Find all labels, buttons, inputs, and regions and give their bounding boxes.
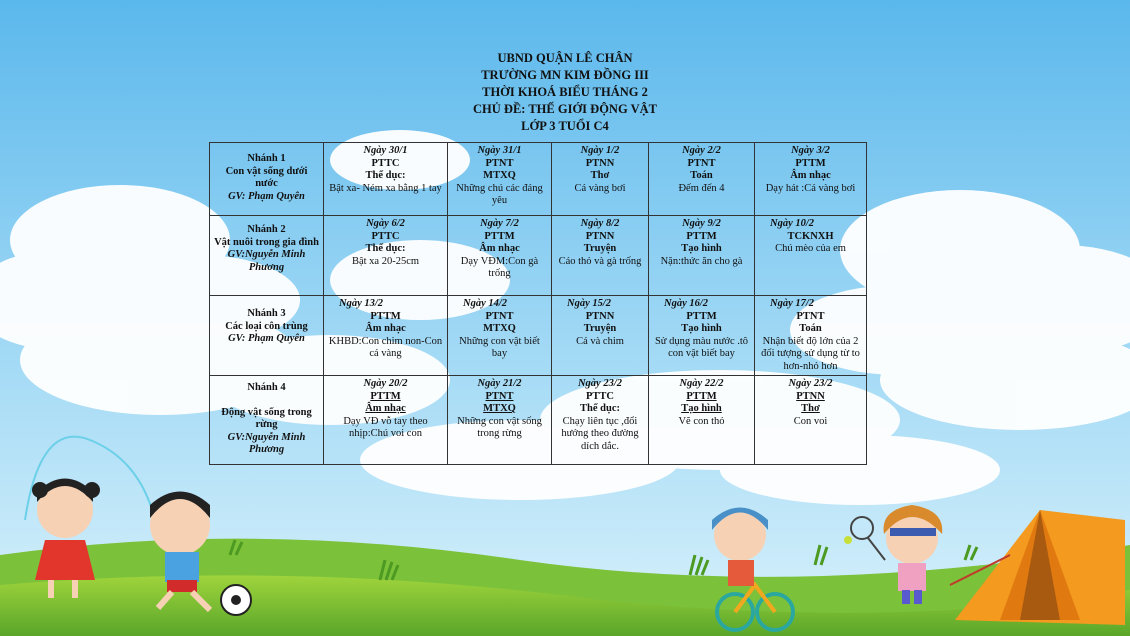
lesson-date: Ngày 6/2 [366, 218, 405, 229]
school-name: TRƯỜNG MN KIM ĐỒNG III [481, 68, 649, 82]
lesson-subject: Toán [690, 170, 713, 181]
lesson-date: Ngày 17/2 [770, 298, 815, 309]
development-area: PTTM [370, 390, 401, 402]
development-area: PTTM [686, 230, 717, 242]
lesson-subject: Âm nhạc [479, 243, 520, 254]
lesson-date: Ngày 3/2 [791, 145, 830, 156]
lesson-subject: Tạo hình [681, 323, 722, 334]
development-area: PTTM [795, 157, 826, 169]
lesson-subject: Thể dục: [365, 243, 406, 254]
document-header [0, 50, 1130, 135]
branch-name: Nhánh 2 [247, 224, 286, 235]
schedule-cell [552, 376, 649, 465]
lesson-subject: Thơ [590, 170, 610, 181]
branch-name: Nhánh 4 [247, 382, 286, 393]
lesson-date: Ngày 1/2 [580, 145, 620, 156]
lesson-date: Ngày 7/2 [480, 218, 519, 229]
lesson-date: Ngày 13/2 [339, 298, 384, 309]
schedule-cell [649, 216, 755, 296]
table-row [210, 216, 867, 296]
lesson-subject: Thể dục: [365, 170, 406, 181]
lesson-subject: Âm nhạc [365, 323, 406, 334]
lesson-date: Ngày 15/2 [567, 298, 612, 309]
teacher-name: GV:Nguyễn Minh Phương [227, 249, 306, 273]
lesson-activity: Bật xa 20-25cm [351, 255, 420, 267]
schedule-cell [649, 143, 755, 216]
development-area: PTNT [687, 157, 716, 169]
lesson-subject: Thể dục: [580, 403, 620, 414]
branch-cell [210, 143, 324, 216]
schedule-cell [552, 296, 649, 376]
lesson-subject: Thơ [801, 403, 820, 414]
lesson-activity: Vẽ con thỏ [678, 415, 725, 427]
schedule-table [209, 142, 867, 465]
schedule-cell [552, 143, 649, 216]
development-area: PTNN [585, 310, 615, 322]
development-area: PTTC [585, 390, 614, 402]
development-area: PTNT [485, 157, 514, 169]
lesson-date: Ngày 21/2 [477, 378, 522, 389]
lesson-activity: KHBD:Con chim non-Con cá vàng [328, 335, 443, 359]
development-area: PTTM [686, 310, 717, 322]
development-area: PTNN [585, 230, 615, 242]
lesson-activity: Con voi [793, 415, 828, 427]
district-name: UBND QUẬN LÊ CHÂN [497, 51, 633, 65]
lesson-subject: MTXQ [483, 170, 516, 181]
schedule-cell [324, 143, 448, 216]
development-area: PTTC [371, 230, 400, 242]
branch-topic: Con vật sống dưới nước [225, 165, 308, 189]
schedule-cell [649, 296, 755, 376]
schedule-title: THỜI KHOÁ BIỂU THÁNG 2 [482, 85, 648, 99]
branch-name: Nhánh 1 [247, 153, 286, 164]
lesson-date: Ngày 16/2 [664, 298, 709, 309]
development-area: PTNT [485, 390, 514, 402]
branch-topic: Động vật sống trong rừng [221, 406, 312, 430]
lesson-date: Ngày 2/2 [682, 145, 721, 156]
teacher-name: GV: Phạm Quyên [228, 333, 305, 344]
class-name: LỚP 3 TUỔI C4 [521, 119, 609, 133]
lesson-activity: Cá và chim [576, 335, 624, 347]
development-area: PTTM [370, 310, 401, 322]
lesson-activity: Những con vật sống trong rừng [457, 415, 542, 439]
development-area: TCKNXH [787, 230, 834, 242]
lesson-activity: Những chú các đáng yêu [456, 182, 543, 206]
lesson-activity: Chạy liên tục ,đổi hướng theo đường dích dắc. [561, 415, 639, 452]
branch-name: Nhánh 3 [247, 308, 286, 319]
schedule-cell [324, 376, 448, 465]
lesson-date: Ngày 9/2 [682, 218, 721, 229]
lesson-date: Ngày 22/2 [679, 378, 724, 389]
lesson-subject: MTXQ [483, 403, 516, 414]
schedule-cell [448, 216, 552, 296]
lesson-activity: Bật xa- Ném xa bằng 1 tay [329, 182, 442, 194]
schedule-cell [649, 376, 755, 465]
schedule-cell [324, 296, 448, 376]
lesson-subject: Tạo hình [681, 403, 722, 414]
lesson-activity: Dạy VĐ vỗ tay theo nhịp:Chú voi con [343, 415, 428, 439]
schedule-cell [755, 143, 867, 216]
lesson-date: Ngày 14/2 [463, 298, 508, 309]
development-area: PTNT [796, 310, 825, 322]
lesson-activity: Cá vàng bơi [574, 182, 626, 194]
schedule-cell [324, 216, 448, 296]
lesson-activity: Sử dụng màu nước .tô con vật biết bay [654, 335, 749, 359]
lesson-date: Ngày 23/2 [577, 378, 623, 389]
lesson-subject: Âm nhạc [365, 403, 406, 414]
schedule-cell [552, 216, 649, 296]
lesson-date: Ngày 10/2 [770, 218, 815, 229]
teacher-name: GV:Nguyễn Minh Phương [227, 431, 306, 455]
development-area: PTNN [796, 390, 825, 402]
lesson-subject: MTXQ [483, 323, 516, 334]
theme-title: CHỦ ĐỀ: THẾ GIỚI ĐỘNG VẬT [473, 102, 657, 116]
branch-cell [210, 376, 324, 465]
lesson-subject: Truyện [583, 323, 617, 334]
branch-topic: Vật nuôi trong gia đình [214, 236, 319, 248]
branch-cell [210, 296, 324, 376]
schedule-cell [448, 143, 552, 216]
branch-cell [210, 216, 324, 296]
schedule-cell [448, 296, 552, 376]
lesson-subject: Tạo hình [681, 243, 722, 254]
lesson-activity: Những con vật biết bay [459, 335, 540, 359]
lesson-activity: Đếm đến 4 [678, 182, 725, 194]
development-area: PTTM [686, 390, 717, 402]
lesson-activity: Dạy VĐM:Con gà trống [460, 255, 539, 279]
development-area: PTNT [485, 310, 514, 322]
teacher-name: GV: Phạm Quyên [228, 190, 305, 202]
lesson-activity: Dạy hát :Cá vàng bơi [765, 182, 856, 194]
table-row [210, 376, 867, 465]
schedule-cell [755, 216, 867, 296]
lesson-date: Ngày 31/1 [477, 145, 522, 156]
lesson-date: Ngày 23/2 [788, 378, 833, 389]
lesson-subject: Truyện [583, 243, 617, 254]
lesson-date: Ngày 30/1 [363, 145, 408, 156]
lesson-activity: Nặn:thức ăn cho gà [660, 255, 743, 267]
table-row [210, 143, 867, 216]
development-area: PTNN [585, 157, 615, 169]
table-row [210, 296, 867, 376]
lesson-activity: Nhận biết độ lớn của 2 đối tượng sử dụng từ to hơn-nhỏ hơn [761, 335, 860, 372]
development-area: PTTC [371, 157, 400, 169]
lesson-date: Ngày 8/2 [580, 218, 620, 229]
lesson-activity: Chú mèo của em [775, 243, 846, 254]
lesson-date: Ngày 20/2 [363, 378, 408, 389]
schedule-cell [448, 376, 552, 465]
schedule-cell [755, 376, 867, 465]
lesson-subject: Âm nhạc [790, 170, 831, 181]
lesson-subject: Toán [799, 323, 822, 334]
branch-topic: Các loại côn trùng [225, 320, 308, 332]
schedule-cell [755, 296, 867, 376]
development-area: PTTM [484, 230, 515, 242]
lesson-activity: Cáo thỏ và gà trống [558, 255, 642, 267]
